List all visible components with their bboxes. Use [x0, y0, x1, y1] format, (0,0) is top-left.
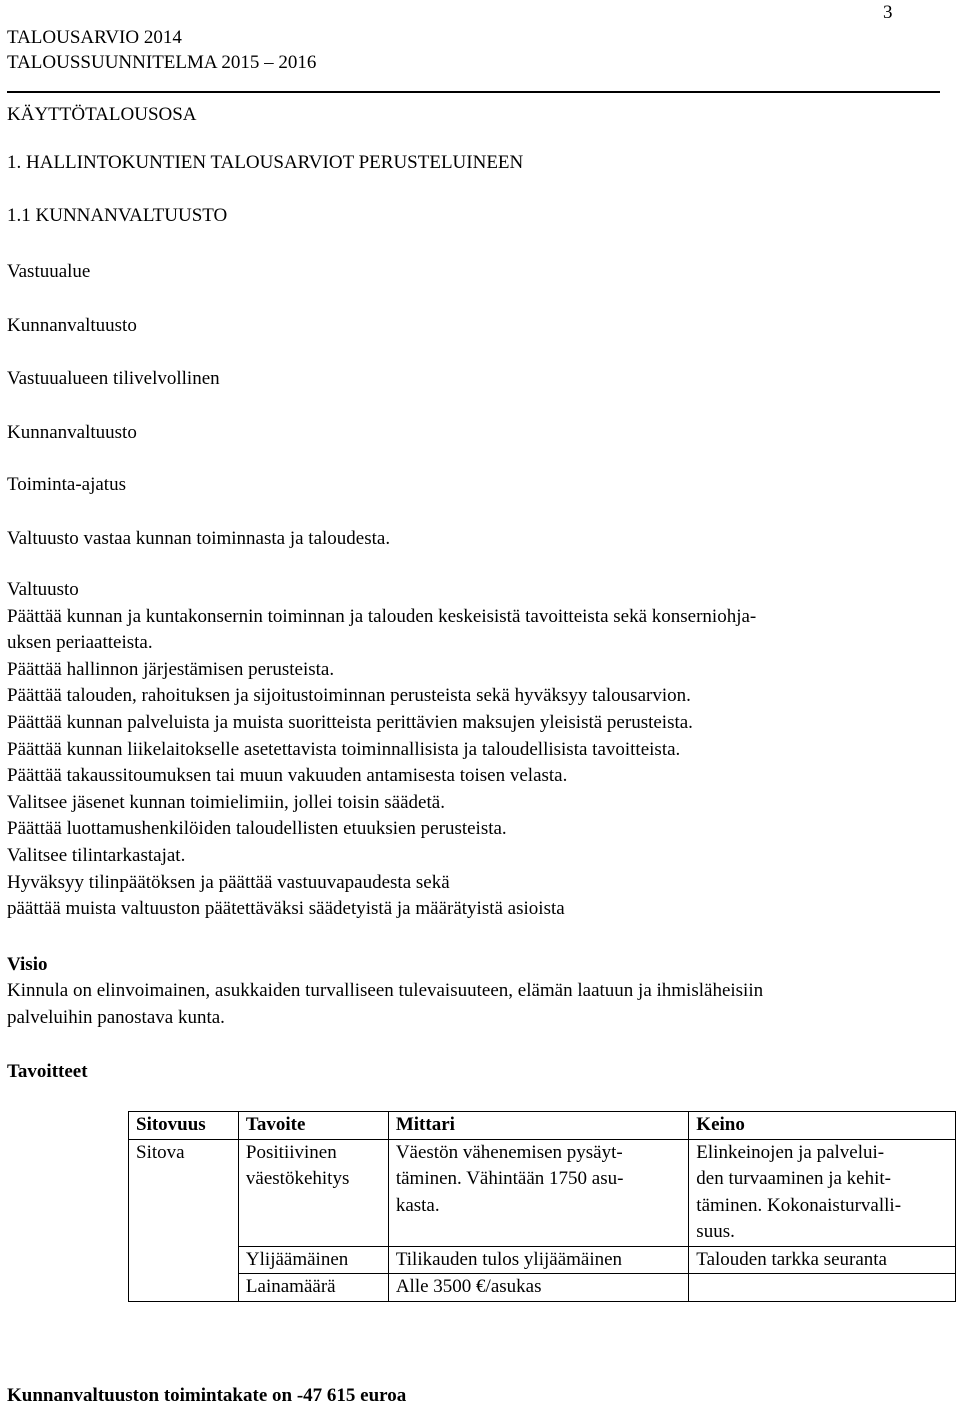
header-title-line1: TALOUSARVIO 2014 — [7, 27, 182, 48]
valtuusto-line: Päättää kunnan liikelaitokselle asetettavista toiminnallisista ja taloudellisista tavoitteista. — [7, 738, 681, 760]
valtuusto-line: Valitsee tilintarkastajat. — [7, 844, 186, 866]
tavoitteet-label: Tavoitteet — [7, 1061, 88, 1082]
table-header-row — [129, 1112, 956, 1140]
cell-sitovuus: Sitova — [129, 1139, 239, 1246]
cell-keino — [689, 1274, 956, 1302]
goals-table — [128, 1111, 956, 1302]
valtuusto-line: uksen periaatteista. — [7, 632, 153, 654]
valtuusto-line: päättää muista valtuuston päätettäväksi säädetyistä ja määrätyistä asioista — [7, 898, 565, 920]
table-row — [129, 1274, 956, 1302]
cell-line: täminen. Kokonaisturvalli- — [696, 1194, 902, 1216]
cell-line: kasta. — [395, 1194, 440, 1216]
column-header-mittari: Mittari — [388, 1112, 688, 1140]
cell-tavoite: Lainamäärä — [238, 1274, 388, 1302]
section-title: KÄYTTÖTALOUSOSA — [7, 104, 197, 125]
cell-line: suus. — [696, 1221, 735, 1242]
valtuusto-line: Päättää hallinnon järjestämisen perusteista. — [7, 658, 335, 680]
vastuualue-label: Vastuualue — [7, 261, 91, 282]
valtuusto-duties — [7, 577, 756, 923]
visio-line: Kinnula on elinvoimainen, asukkaiden turvalliseen tulevaisuuteen, elämän laatuun ja ihmisläheisiin — [7, 980, 764, 1001]
valtuusto-line: Päättää takaussitoumuksen tai muun vakuuden antamisesta toisen velasta. — [7, 765, 568, 787]
tilivelvollinen-value: Kunnanvaltuusto — [7, 422, 137, 443]
cell-line: väestökehitys — [245, 1168, 350, 1189]
cell-line: Väestön vähenemisen pysäyt- — [395, 1141, 623, 1163]
valtuusto-line: Valtuusto — [7, 579, 79, 600]
cell-mittari: Alle 3500 €/asukas — [388, 1274, 688, 1302]
header-title-line2: TALOUSSUUNNITELMA 2015 – 2016 — [7, 52, 317, 73]
vastuualue-value: Kunnanvaltuusto — [7, 315, 137, 336]
valtuusto-line: Päättää talouden, rahoituksen ja sijoitustoiminnan perusteista sekä hyväksyy talousarvion. — [7, 685, 691, 707]
toimintakate-summary: Kunnanvaltuuston toimintakate on -47 615 euroa — [7, 1385, 407, 1406]
visio-text — [7, 978, 763, 1031]
cell-sitovuus — [129, 1246, 239, 1274]
valtuusto-line: Valitsee jäsenet kunnan toimielimiin, jollei toisin säädetä. — [7, 791, 445, 813]
cell-line: täminen. Vähintään 1750 asu- — [395, 1168, 624, 1189]
toiminta-ajatus-text: Valtuusto vastaa kunnan toiminnasta ja taloudesta. — [7, 528, 391, 549]
valtuusto-line: Päättää kunnan palveluista ja muista suoritteista perittävien maksujen yleisistä perusteista. — [7, 711, 693, 733]
cell-tavoite — [238, 1139, 388, 1246]
cell-keino — [689, 1139, 956, 1246]
subchapter-title: 1.1 KUNNANVALTUUSTO — [7, 205, 228, 226]
cell-sitovuus — [129, 1274, 239, 1302]
table-row — [129, 1246, 956, 1274]
table-row — [129, 1139, 956, 1246]
visio-line: palveluihin panostava kunta. — [7, 1006, 225, 1028]
cell-mittari — [388, 1139, 688, 1246]
cell-keino: Talouden tarkka seuranta — [689, 1246, 956, 1274]
cell-line: Elinkeinojen ja palvelui- — [696, 1141, 885, 1163]
cell-line: Positiivinen — [245, 1141, 337, 1163]
tilivelvollinen-label: Vastuualueen tilivelvollinen — [7, 368, 220, 389]
toiminta-ajatus-label: Toiminta-ajatus — [7, 474, 126, 495]
cell-mittari: Tilikauden tulos ylijäämäinen — [388, 1246, 688, 1274]
column-header-sitovuus: Sitovuus — [129, 1112, 239, 1140]
valtuusto-line: Päättää luottamushenkilöiden taloudellisten etuuksien perusteista. — [7, 818, 507, 840]
chapter-title: 1. HALLINTOKUNTIEN TALOUSARVIOT PERUSTELUINEEN — [7, 152, 524, 173]
column-header-tavoite: Tavoite — [238, 1112, 388, 1140]
header-divider — [7, 91, 940, 93]
column-header-keino: Keino — [689, 1112, 956, 1140]
cell-tavoite: Ylijäämäinen — [238, 1246, 388, 1274]
visio-label: Visio — [7, 954, 48, 975]
cell-line: den turvaaminen ja kehit- — [696, 1168, 891, 1189]
page-number: 3 — [883, 2, 893, 23]
valtuusto-line: Päättää kunnan ja kuntakonsernin toiminnan ja talouden keskeisistä tavoitteista sekä konserniohja- — [7, 605, 757, 627]
valtuusto-line: Hyväksyy tilinpäätöksen ja päättää vastuuvapaudesta sekä — [7, 871, 450, 893]
